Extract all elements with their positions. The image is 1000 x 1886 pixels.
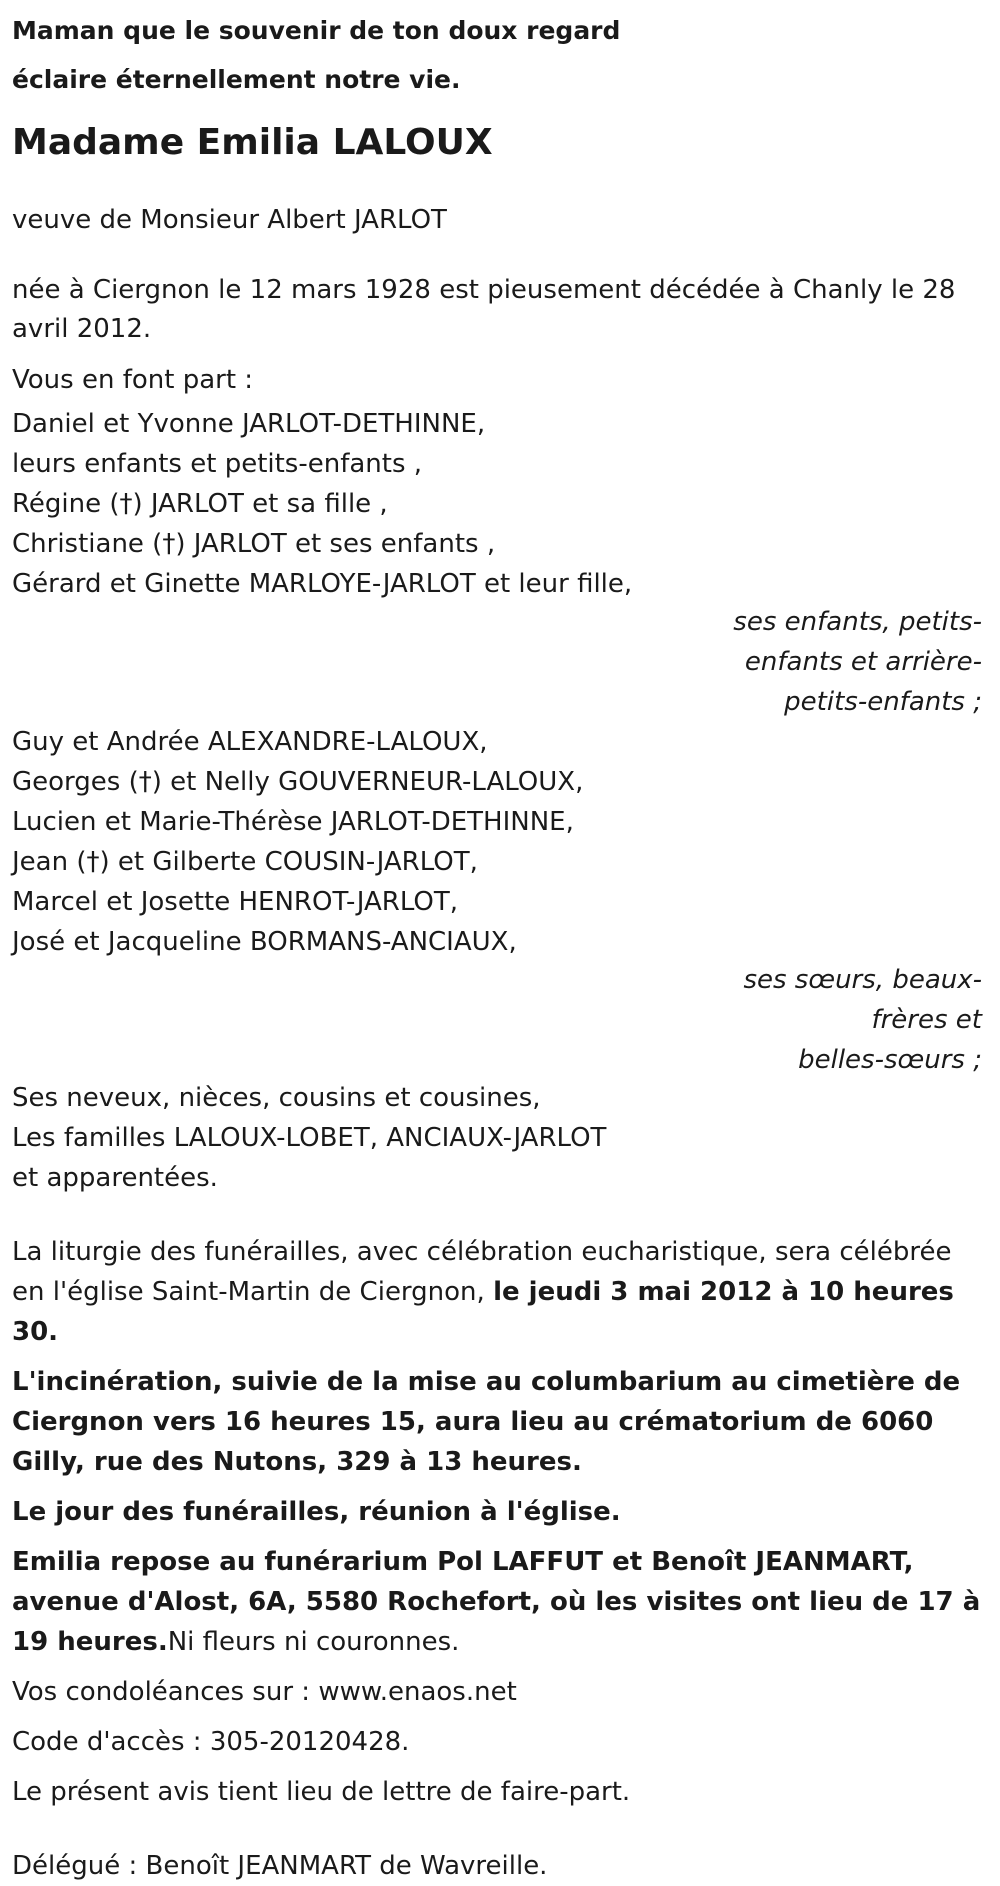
relation-line: belles-sœurs ; xyxy=(798,1045,982,1075)
relation-line: petits-enfants ; xyxy=(784,687,982,717)
liturgy-text: La liturgie des funérailles, avec célébration eucharistique, sera célébrée en l'église Saint-Martin de Ciergnon, xyxy=(12,1237,952,1307)
relation-line: ses enfants, petits- xyxy=(733,607,982,637)
relatives-line: et apparentées. xyxy=(12,1163,218,1193)
children-group xyxy=(12,404,988,604)
other-relatives xyxy=(12,1078,988,1198)
meeting-paragraph: Le jour des funérailles, réunion à l'église. xyxy=(12,1497,621,1527)
birth-death-statement: née à Ciergnon le 12 mars 1928 est pieusement décédée à Chanly le 28 avril 2012. xyxy=(12,275,956,344)
family-line: leurs enfants et petits-enfants , xyxy=(12,449,423,479)
viewing-paragraph xyxy=(12,1542,988,1662)
no-flowers-text: Ni fleurs ni couronnes. xyxy=(167,1627,460,1657)
delegate-line: Délégué : Benoît JEANMART de Wavreille. xyxy=(12,1851,548,1881)
relation-line: frères et xyxy=(871,1005,982,1035)
family-line: Marcel et Josette HENROT-JARLOT, xyxy=(12,887,458,917)
condolences-line: Vos condoléances sur : www.enaos.net xyxy=(12,1677,517,1707)
family-line: Daniel et Yvonne JARLOT-DETHINNE, xyxy=(12,409,486,439)
relatives-line: Ses neveux, nièces, cousins et cousines, xyxy=(12,1083,541,1113)
family-line: Gérard et Ginette MARLOYE-JARLOT et leur fille, xyxy=(12,569,633,599)
deceased-name: Madame Emilia LALOUX xyxy=(12,122,493,163)
family-line: Lucien et Marie-Thérèse JARLOT-DETHINNE, xyxy=(12,807,574,837)
access-code-line: Code d'accès : 305-20120428. xyxy=(12,1727,410,1757)
relation-line: enfants et arrière- xyxy=(744,647,982,677)
siblings-group xyxy=(12,722,988,962)
cremation-paragraph: L'incinération, suivie de la mise au columbarium au cimetière de Ciergnon vers 16 heures 15, aura lieu au crématorium de 6060 Gilly, rue des Nutons, 329 à 13 heures. xyxy=(12,1367,961,1477)
viewing-text: Emilia repose au funérarium Pol LAFFUT et Benoît JEANMART, avenue d'Alost, 6A, 5580 Rochefort, où les visites ont lieu de 17 à 19 heures. xyxy=(12,1547,981,1657)
relation-line: ses sœurs, beaux- xyxy=(743,965,982,995)
family-line: Guy et Andrée ALEXANDRE-LALOUX, xyxy=(12,727,488,757)
family-line: Jean (†) et Gilberte COUSIN-JARLOT, xyxy=(12,847,478,877)
widow-of: veuve de Monsieur Albert JARLOT xyxy=(12,205,447,235)
liturgy-date: le jeudi 3 mai 2012 à 10 heures 30. xyxy=(12,1277,954,1347)
family-line: Georges (†) et Nelly GOUVERNEUR-LALOUX, xyxy=(12,767,584,797)
liturgy-paragraph xyxy=(12,1232,988,1352)
epigraph-line-1: Maman que le souvenir de ton doux regard xyxy=(12,16,621,45)
siblings-relation xyxy=(12,960,988,1080)
family-line: Christiane (†) JARLOT et ses enfants , xyxy=(12,529,496,559)
family-line: Régine (†) JARLOT et sa fille , xyxy=(12,489,388,519)
epigraph xyxy=(12,0,988,104)
relatives-line: Les familles LALOUX-LOBET, ANCIAUX-JARLOT xyxy=(12,1123,607,1153)
family-line: José et Jacqueline BORMANS-ANCIAUX, xyxy=(12,927,517,957)
epigraph-line-2: éclaire éternellement notre vie. xyxy=(12,65,461,94)
notice-line: Le présent avis tient lieu de lettre de faire-part. xyxy=(12,1777,631,1807)
announce-intro: Vous en font part : xyxy=(12,365,254,395)
children-relation xyxy=(12,602,988,722)
